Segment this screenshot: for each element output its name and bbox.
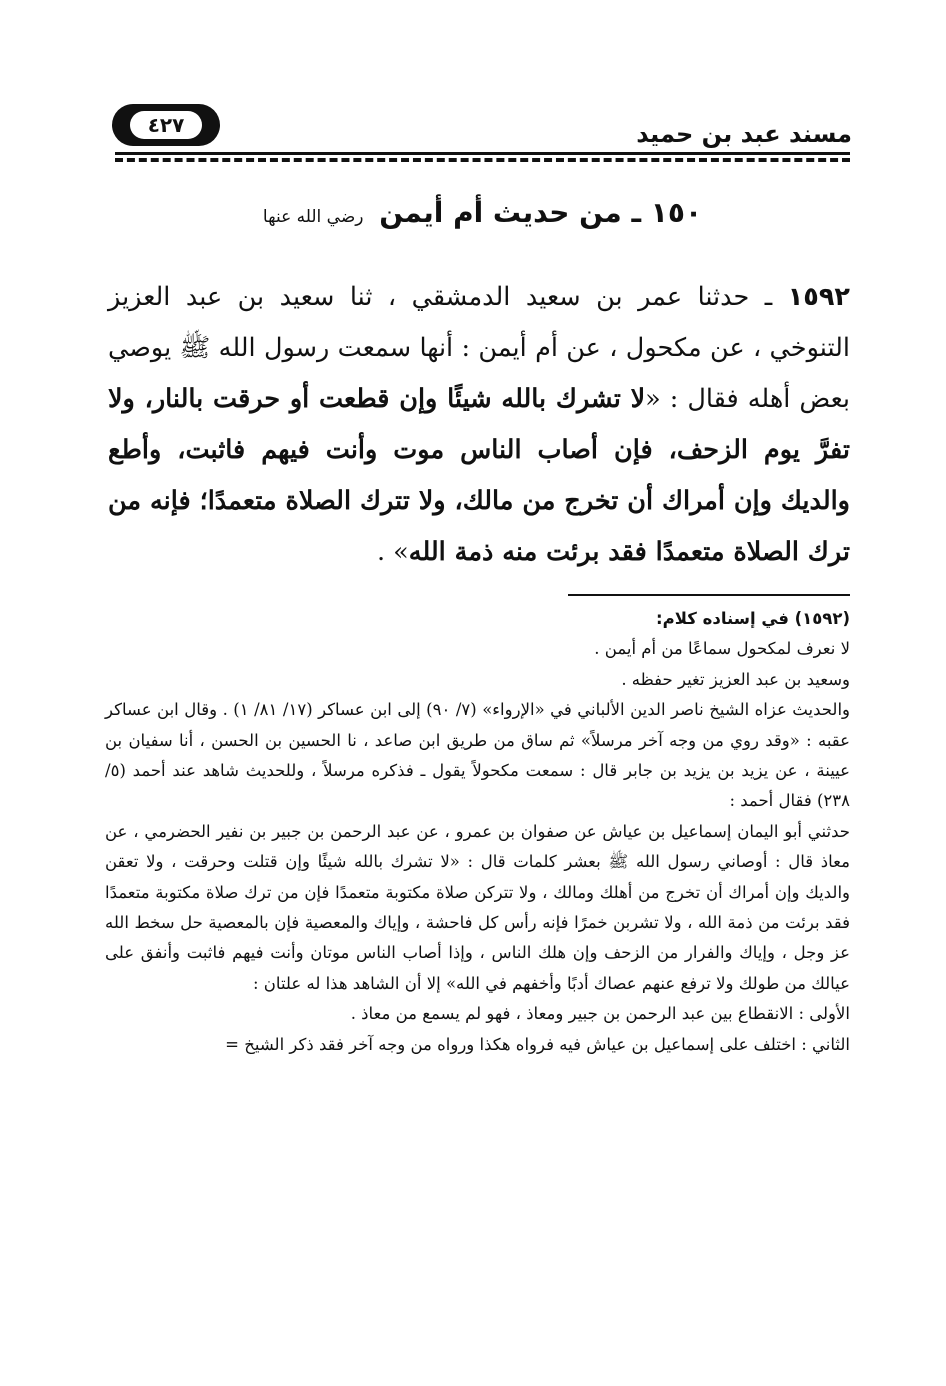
footnotes xyxy=(105,604,850,1060)
footnote-paragraph: والحديث عزاه الشيخ ناصر الدين الألباني في «الإرواء» (٧/ ٩٠) إلى ابن عساكر (١٧/ ٨١/ ١) . وقال ابن عساكر عقبه : «وقد روي من وجه آخر مرسلاً» ثم ساق من طريق ابن صاعد ، نا الحسين بن الحسن ، أنا سفيان بن عيينة ، عن يزيد بن يزيد بن جابر قال : سمعت مكحولاً يقول ـ فذكره مرسلاً ، وللحديث شاهد عند أحمد (٥/ ٢٣٨) فقال أحمد : xyxy=(105,700,850,811)
hadith-isnad: ـ حدثنا عمر بن سعيد الدمشقي ، ثنا سعيد بن عبد العزيز التنوخي ، عن مكحول ، عن أم أيمن : أنها سمعت رسول الله ﷺ يوصي بعض أهله فقال : « xyxy=(108,282,851,414)
hadith-close: » . xyxy=(376,537,409,567)
footnote-line: وسعيد بن عبد العزيز تغير حفظه . xyxy=(621,669,850,689)
footnote-line: لا نعرف لمكحول سماعًا من أم أيمن . xyxy=(594,639,850,659)
header-rule xyxy=(115,152,850,155)
book-title: مسند عبد بن حميد xyxy=(636,120,852,148)
footnote-separator xyxy=(568,594,850,596)
page-header xyxy=(112,100,852,160)
page-number: ٤٢٧ xyxy=(130,111,202,139)
chapter-heading xyxy=(115,196,850,229)
header-dashed-rule xyxy=(115,158,850,162)
page-number-badge xyxy=(112,104,220,146)
honorific-text: رضي الله عنها xyxy=(262,207,364,227)
footnote-line: الأولى : الانقطاع بين عبد الرحمن بن جبير ومعاذ ، فهو لم يسمع من معاذ . xyxy=(350,1004,850,1024)
chapter-title: ١٥٠ ـ من حديث أم أيمن xyxy=(379,196,703,229)
footnote-line: الثاني : اختلف على إسماعيل بن عياش فيه فرواه هكذا ورواه من وجه آخر فقد ذكر الشيخ = xyxy=(225,1034,850,1054)
hadith-number: ١٥٩٢ xyxy=(787,282,850,312)
hadith-matn: لا تشرك بالله شيئًا وإن قطعت أو حرقت بالنار، ولا تفرَّ يوم الزحف، فإن أصاب الناس موت وأنت فيهم فاثبت، وأطع والديك وإن أمراك أن تخرج من مالك، ولا تترك الصلاة متعمدًا؛ فإنه من ترك الصلاة متعمدًا فقد برئت منه ذمة الله xyxy=(108,384,850,567)
footnote-heading: (١٥٩٢) في إسناده كلام: xyxy=(656,609,850,628)
hadith-text xyxy=(108,272,850,578)
footnote-paragraph: حدثني أبو اليمان إسماعيل بن عياش عن صفوان بن عمرو ، عن عبد الرحمن بن جبير بن نفير الحضرمي ، عن معاذ قال : أوصاني رسول الله ﷺ بعشر كلمات قال : «لا تشرك بالله شيئًا وإن قتلت وحرقت ، ولا تعقن والديك وإن أمراك أن تخرج من أهلك ومالك ، ولا تتركن صلاة مكتوبة متعمدًا فإن من ترك صلاة مكتوبة متعمدًا فقد برئت من ذمة الله ، ولا تشربن خمرًا فإنه رأس كل فاحشة ، وإياك والمعصية فإن بالمعصية حل سخط الله عز وجل ، وإياك والفرار من الزحف وإن هلك الناس ، وإذا أصاب الناس موتان وأنت فيهم فاثبت وأنفق على عيالك من طولك ولا ترفع عنهم عصاك أدبًا وأخفهم في الله» إلا أن الشاهد هذا له علتان : xyxy=(105,821,850,993)
